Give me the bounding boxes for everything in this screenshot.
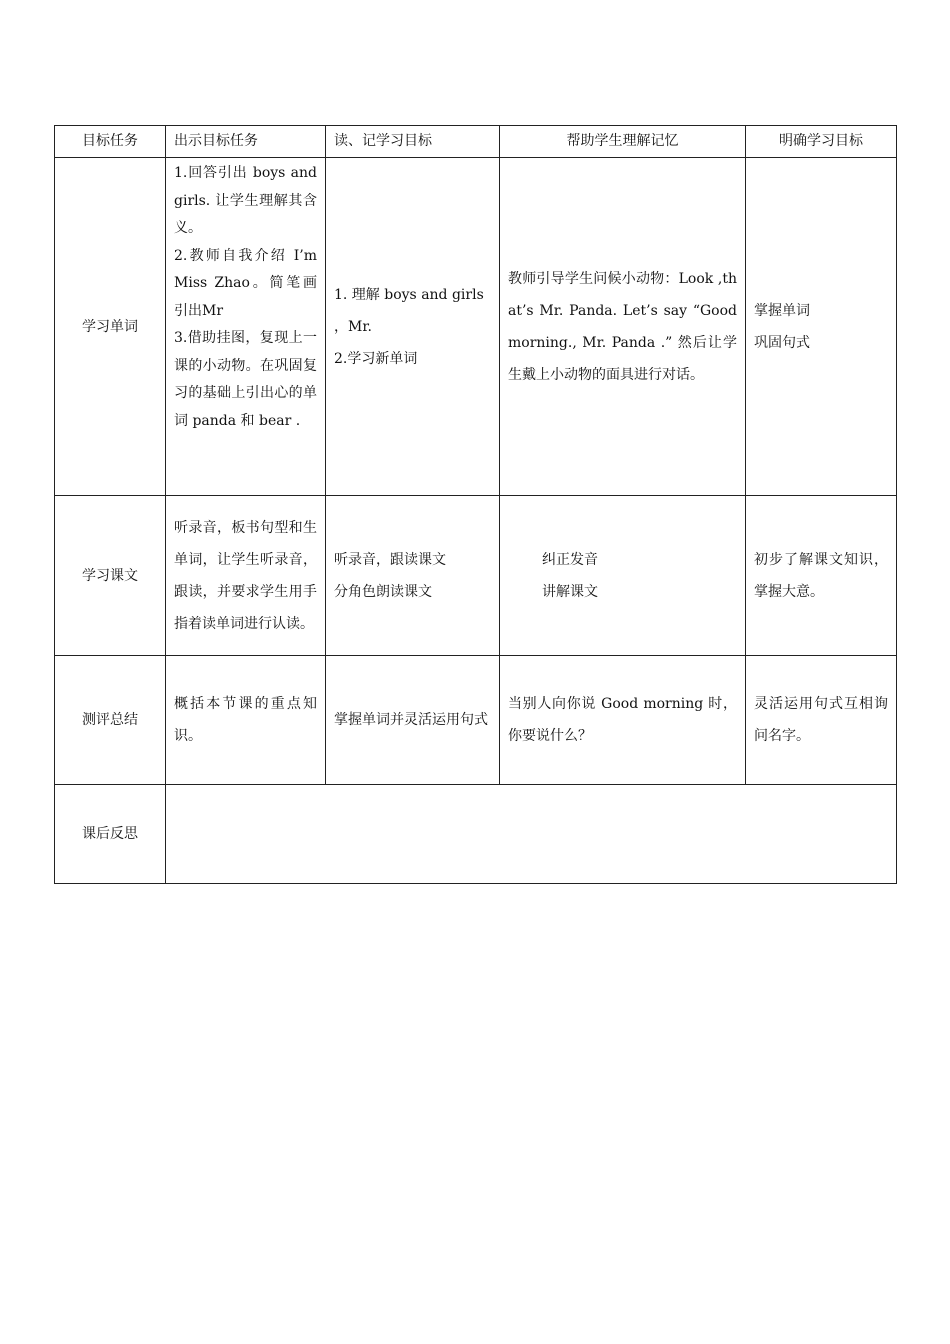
- table-row: [55, 785, 897, 884]
- header-cell: 明确学习目标: [746, 126, 897, 158]
- cell-line: 纠正发音: [542, 551, 598, 568]
- table-cell: [500, 656, 746, 785]
- table-row: [55, 158, 897, 496]
- cell-line: 听录音，跟读课文: [334, 551, 446, 568]
- cell-line: 讲解课文: [542, 583, 598, 600]
- cell-line: 灵活运用句式互相询问名字。: [754, 696, 888, 744]
- cell-line: 2.学习新单词: [334, 350, 418, 367]
- row-label: 学习课文: [55, 496, 166, 656]
- cell-line: 初步了解课文知识，掌握大意。: [754, 551, 888, 600]
- cell-line: ，Mr.: [334, 318, 372, 335]
- header-cell: 读、记学习目标: [326, 126, 500, 158]
- table-cell: [166, 158, 326, 496]
- table-cell: [746, 158, 897, 496]
- row-label: 测评总结: [55, 656, 166, 785]
- cell-line: 1.回答引出 boys and girls. 让学生理解其含义。: [174, 165, 317, 236]
- table-cell: [746, 656, 897, 785]
- table-cell: [166, 496, 326, 656]
- table-cell: [326, 496, 500, 656]
- lesson-plan-table: [54, 125, 897, 884]
- cell-line: 掌握单词: [754, 302, 810, 319]
- header-cell: 帮助学生理解记忆: [500, 126, 746, 158]
- cell-line: 1. 理解 boys and girls: [334, 286, 484, 303]
- table-cell: [500, 496, 746, 656]
- table-row: [55, 656, 897, 785]
- table-cell: [326, 656, 500, 785]
- table-cell: [500, 158, 746, 496]
- table-cell: [326, 158, 500, 496]
- table-header-row: [55, 126, 897, 158]
- header-cell: 出示目标任务: [166, 126, 326, 158]
- reflection-cell: [166, 785, 897, 884]
- row-label: 学习单词: [55, 158, 166, 496]
- cell-line: 巩固句式: [754, 334, 810, 351]
- cell-line: 教师引导学生问候小动物：Look ,that’s Mr. Panda. Let’s say “Good morning., Mr. Panda .” 然后让学生戴上小动物的面具进行对话。: [508, 270, 737, 383]
- cell-line: 听录音，板书句型和生单词，让学生听录音，跟读，并要求学生用手指着读单词进行认读。: [174, 519, 317, 632]
- cell-line: 掌握单词并灵活运用句式: [334, 712, 488, 728]
- cell-line: 概括本节课的重点知识。: [174, 696, 317, 744]
- row-label: 课后反思: [55, 785, 166, 884]
- cell-line: 3.借助挂图，复现上一课的小动物。在巩固复习的基础上引出心的单词 panda 和 bear .: [174, 330, 317, 429]
- table-cell: [746, 496, 897, 656]
- header-cell: 目标任务: [55, 126, 166, 158]
- cell-line: 2.教师自我介绍 I’m Miss Zhao。简笔画引出Mr: [174, 247, 317, 319]
- table-cell: [166, 656, 326, 785]
- table-row: [55, 496, 897, 656]
- cell-line: 当别人向你说 Good morning 时，你要说什么？: [508, 696, 737, 744]
- cell-line: 分角色朗读课文: [334, 583, 432, 600]
